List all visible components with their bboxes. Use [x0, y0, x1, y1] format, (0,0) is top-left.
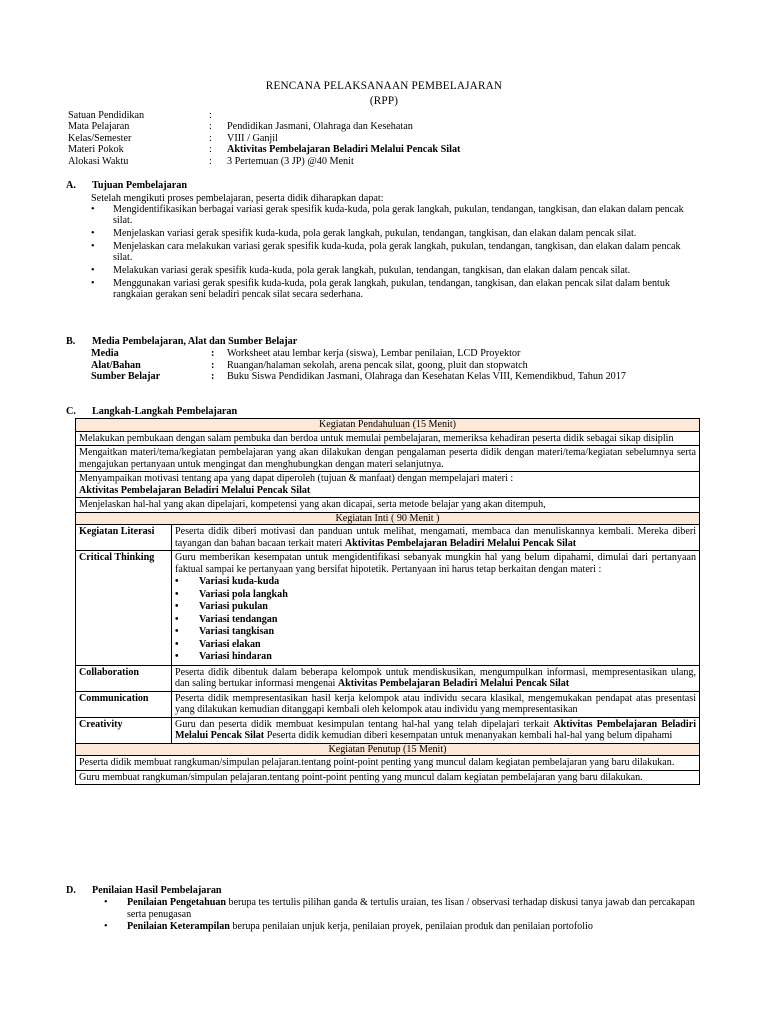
table-cell — [172, 525, 700, 551]
bullet-icon: • — [91, 241, 95, 253]
media-table — [91, 348, 697, 383]
media-colon: : — [211, 371, 215, 383]
cell-bold-text: Aktivitas Pembelajaran Beladiri Melalui Pencak Silat — [175, 718, 696, 741]
core-header: Kegiatan Inti ( 90 Menit ) — [76, 512, 700, 525]
table-cell: Mengaitkan materi/tema/kegiatan pembelajaran yang akan dilakukan dengan pengalaman peserta didik dengan materi/tema/kegiatan sebelumnya serta mengajukan pertanyaan untuk mengingat dan menghubungkan dengan materi selanjutnya. — [76, 446, 700, 472]
identity-label: Materi Pokok — [68, 144, 124, 156]
bullet-icon: • — [175, 651, 179, 662]
identity-value: 3 Pertemuan (3 JP) @40 Menit — [227, 155, 354, 167]
closing-header: Kegiatan Penutup (15 Menit) — [76, 743, 700, 756]
document-title: RENCANA PELAKSANAAN PEMBELAJARAN — [265, 80, 503, 92]
table-row — [76, 717, 700, 743]
table-cell: Peserta didik membuat rangkuman/simpulan pelajaran.tentang point-point penting yang muncul dalam kegiatan pembelajaran yang baru dilakukan. — [76, 756, 700, 771]
identity-colon: : — [209, 155, 212, 167]
bullet-icon: • — [91, 204, 95, 215]
objective-text: Menjelaskan variasi gerak spesifik kuda-kuda, pola gerak langkah, pukulan, tendangan, tangkisan, dan elakan dalam pencak silat. — [113, 228, 637, 240]
list-item — [104, 921, 702, 933]
table-row — [76, 498, 700, 513]
table-cell — [172, 551, 700, 666]
media-value: Ruangan/halaman sekolah, arena pencak silat, goong, pluit dan stopwatch — [227, 359, 528, 371]
bullet-icon: • — [175, 626, 179, 637]
table-row — [76, 525, 700, 551]
identity-label: Mata Pelajaran — [68, 121, 130, 133]
list-item — [175, 614, 696, 627]
table-row — [76, 665, 700, 691]
list-item — [175, 651, 696, 664]
media-label: Alat/Bahan — [91, 359, 141, 371]
list-item — [175, 601, 696, 614]
list-item — [175, 626, 696, 639]
assessment-text: berupa tes tertulis pilihan ganda & tertulis uraian, tes lisan / observasi terhadap diskusi tanya jawab dan percakapan serta penugasan — [127, 897, 695, 920]
cell-bold-text: Aktivitas Pembelajaran Beladiri Melalui Pencak Silat — [344, 537, 577, 549]
table-row — [76, 743, 700, 756]
bullet-icon: • — [175, 576, 179, 587]
table-row — [76, 512, 700, 525]
cell-bold-text: Aktivitas Pembelajaran Beladiri Melalui Pencak Silat — [79, 484, 311, 496]
identity-label: Satuan Pendidikan — [68, 110, 145, 121]
bullet-icon: • — [104, 897, 108, 908]
objective-text: Melakukan variasi gerak spesifik kuda-kuda, pola gerak langkah, pukulan, tendangan, tangkisan, dan elakan dalam pencak silat. — [113, 265, 631, 277]
media-label: Media — [91, 348, 119, 359]
bullet-icon: • — [175, 613, 179, 625]
identity-label: Kelas/Semester — [68, 132, 132, 144]
bullet-icon: • — [91, 228, 95, 240]
cell-text: Peserta didik diberi motivasi dan panduan untuk melihat, mengamati, membaca dan menuliskannya kembali. Mereka diberi tayangan dan bahan bacaan terkait materi — [175, 526, 696, 549]
section-title: Langkah-Langkah Pembelajaran — [92, 406, 238, 417]
media-row — [91, 371, 697, 383]
bullet-icon: • — [91, 278, 95, 290]
list-item — [175, 589, 696, 602]
identity-value: Aktivitas Pembelajaran Beladiri Melalui Pencak Silat — [227, 144, 461, 156]
cell-bold-text: Aktivitas Pembelajaran Beladiri Melalui Pencak Silat — [337, 678, 570, 689]
identity-row — [68, 110, 460, 121]
row-label: Critical Thinking — [76, 551, 172, 666]
item-text: Variasi hindaran — [199, 651, 272, 662]
media-value: Buku Siswa Pendidikan Jasmani, Olahraga dan Kesehatan Kelas VIII, Kemendikbud, Tahun 2017 — [227, 371, 626, 383]
identity-colon: : — [209, 121, 212, 133]
objectives-list — [91, 204, 701, 302]
identity-label: Alokasi Waktu — [68, 155, 129, 167]
media-label: Sumber Belajar — [91, 371, 161, 383]
cell-text: Menyampaikan motivasi tentang apa yang dapat diperoleh (tujuan & manfaat) dengan mempelajari materi : — [79, 473, 514, 484]
critical-items-list — [175, 576, 696, 664]
row-label: Kegiatan Literasi — [76, 525, 172, 551]
bullet-icon: • — [175, 638, 179, 650]
bullet-icon: • — [175, 588, 179, 600]
list-item — [91, 278, 701, 301]
objective-text: Mengidentifikasikan berbagai variasi gerak spesifik kuda-kuda, pola gerak langkah, pukulan, tendangan, tangkisan, dan elakan dalam pencak silat. — [113, 204, 684, 227]
identity-table — [68, 110, 460, 167]
bullet-icon: • — [175, 601, 179, 612]
item-text: Variasi tangkisan — [199, 626, 275, 637]
cell-text: Guru dan peserta didik membuat kesimpulan tentang hal-hal yang telah dipelajari terkait — [175, 718, 550, 730]
objectives-intro: Setelah mengikuti proses pembelajaran, peserta didik diharapkan dapat: — [91, 193, 384, 204]
identity-colon: : — [209, 144, 212, 156]
row-label: Creativity — [76, 717, 172, 743]
table-cell — [172, 717, 700, 743]
table-cell: Peserta didik mempresentasikan hasil kerja kelompok atau individu secara klasikal, mengemukakan pendapat atas presentasi yang dilakukan kemudian ditanggapi kembali oleh kelompok atau individu yang mempresentasikan — [172, 691, 700, 717]
row-label: Communication — [76, 691, 172, 717]
identity-row — [68, 121, 460, 132]
media-colon: : — [211, 348, 215, 359]
section-title: Tujuan Pembelajaran — [92, 180, 187, 191]
item-text: Variasi elakan — [199, 638, 261, 650]
document-subtitle: (RPP) — [369, 95, 399, 107]
section-letter: C. — [66, 406, 76, 417]
table-row — [76, 431, 700, 446]
list-item — [175, 639, 696, 652]
assessment-label: Penilaian Pengetahuan — [127, 897, 226, 908]
objective-text: Menjelaskan cara melakukan variasi gerak spesifik kuda-kuda, pola gerak langkah, pukulan, tendangan, tangkisan, dan elakan dalam pencak silat. — [113, 241, 681, 264]
media-row — [91, 360, 697, 372]
table-cell: Menjelaskan hal-hal yang akan dipelajari, kompetensi yang akan dicapai, serta metode belajar yang akan ditempuh, — [76, 498, 700, 513]
identity-row — [68, 156, 460, 167]
list-item — [91, 228, 701, 239]
section-title: Penilaian Hasil Pembelajaran — [92, 885, 222, 896]
table-cell: Melakukan pembukaan dengan salam pembuka dan berdoa untuk memulai pembelajaran, memeriksa kehadiran peserta didik sebagai sikap disiplin — [76, 431, 700, 446]
list-item — [91, 265, 701, 276]
table-row — [76, 691, 700, 717]
identity-colon: : — [209, 110, 212, 121]
section-b-heading — [66, 335, 297, 348]
media-value: Worksheet atau lembar kerja (siswa), Lembar penilaian, LCD Proyektor — [227, 348, 521, 359]
section-letter: A. — [66, 180, 76, 191]
item-text: Variasi kuda-kuda — [199, 576, 280, 587]
identity-row — [68, 144, 460, 155]
table-row — [76, 770, 700, 785]
section-letter: B. — [66, 336, 76, 347]
table-row — [76, 756, 700, 771]
table-row — [76, 472, 700, 498]
row-label: Collaboration — [76, 665, 172, 691]
cell-text: Guru memberikan kesempatan untuk mengidentifikasi sebanyak mungkin hal yang belum dipahami, dimulai dari pertanyaan faktual sampai ke pertanyaan yang bersifat hipotetik. Pertanyaan ini harus tetap berkaitan dengan materi : — [175, 552, 696, 575]
item-text: Variasi pola langkah — [199, 588, 288, 600]
list-item — [91, 241, 701, 264]
table-row — [76, 551, 700, 666]
list-item — [91, 204, 701, 227]
list-item — [104, 897, 702, 920]
table-cell: Guru membuat rangkuman/simpulan pelajaran.tentang point-point penting yang muncul dalam kegiatan pembelajaran yang baru dilakukan. — [76, 770, 700, 785]
section-c-heading — [66, 405, 237, 418]
assessment-label: Penilaian Keterampilan — [127, 921, 230, 932]
media-colon: : — [211, 359, 215, 371]
item-text: Variasi pukulan — [199, 601, 268, 612]
cell-text: Peserta didik kemudian diberi kesempatan untuk menanyakan kembali hal-hal yang belum dipahami — [266, 730, 673, 741]
identity-colon: : — [209, 132, 212, 144]
bullet-icon: • — [91, 265, 95, 277]
activities-table — [75, 418, 700, 785]
identity-value: Pendidikan Jasmani, Olahraga dan Kesehatan — [227, 121, 413, 133]
assessment-list — [104, 897, 702, 934]
opening-header: Kegiatan Pendahuluan (15 Menit) — [76, 419, 700, 432]
objective-text: Menggunakan variasi gerak spesifik kuda-kuda, pola gerak langkah, pukulan, tendangan, tangkisan, dan elakan pencak silat dalam bentuk rangkaian gerakan seni beladiri pencak silat secara sederhana. — [113, 278, 670, 301]
table-cell — [76, 472, 700, 498]
table-row — [76, 419, 700, 432]
table-cell — [172, 665, 700, 691]
identity-value — [227, 110, 460, 121]
bullet-icon: • — [104, 921, 108, 932]
list-item — [175, 576, 696, 589]
section-letter: D. — [66, 885, 76, 896]
section-a-heading — [66, 179, 187, 192]
table-row — [76, 446, 700, 472]
identity-value: VIII / Ganjil — [227, 132, 278, 144]
assessment-text: berupa penilaian unjuk kerja, penilaian proyek, penilaian produk dan penilaian portofolio — [232, 921, 593, 932]
section-title: Media Pembelajaran, Alat dan Sumber Belajar — [92, 336, 298, 347]
identity-row — [68, 133, 460, 144]
cell-text: Peserta didik dibentuk dalam beberapa kelompok untuk mendiskusikan, mengumpulkan informasi, mempresentasikan ulang, dan saling bertukar informasi mengenai — [175, 666, 696, 689]
media-row — [91, 348, 697, 360]
item-text: Variasi tendangan — [199, 613, 278, 625]
section-d-heading — [66, 884, 222, 897]
